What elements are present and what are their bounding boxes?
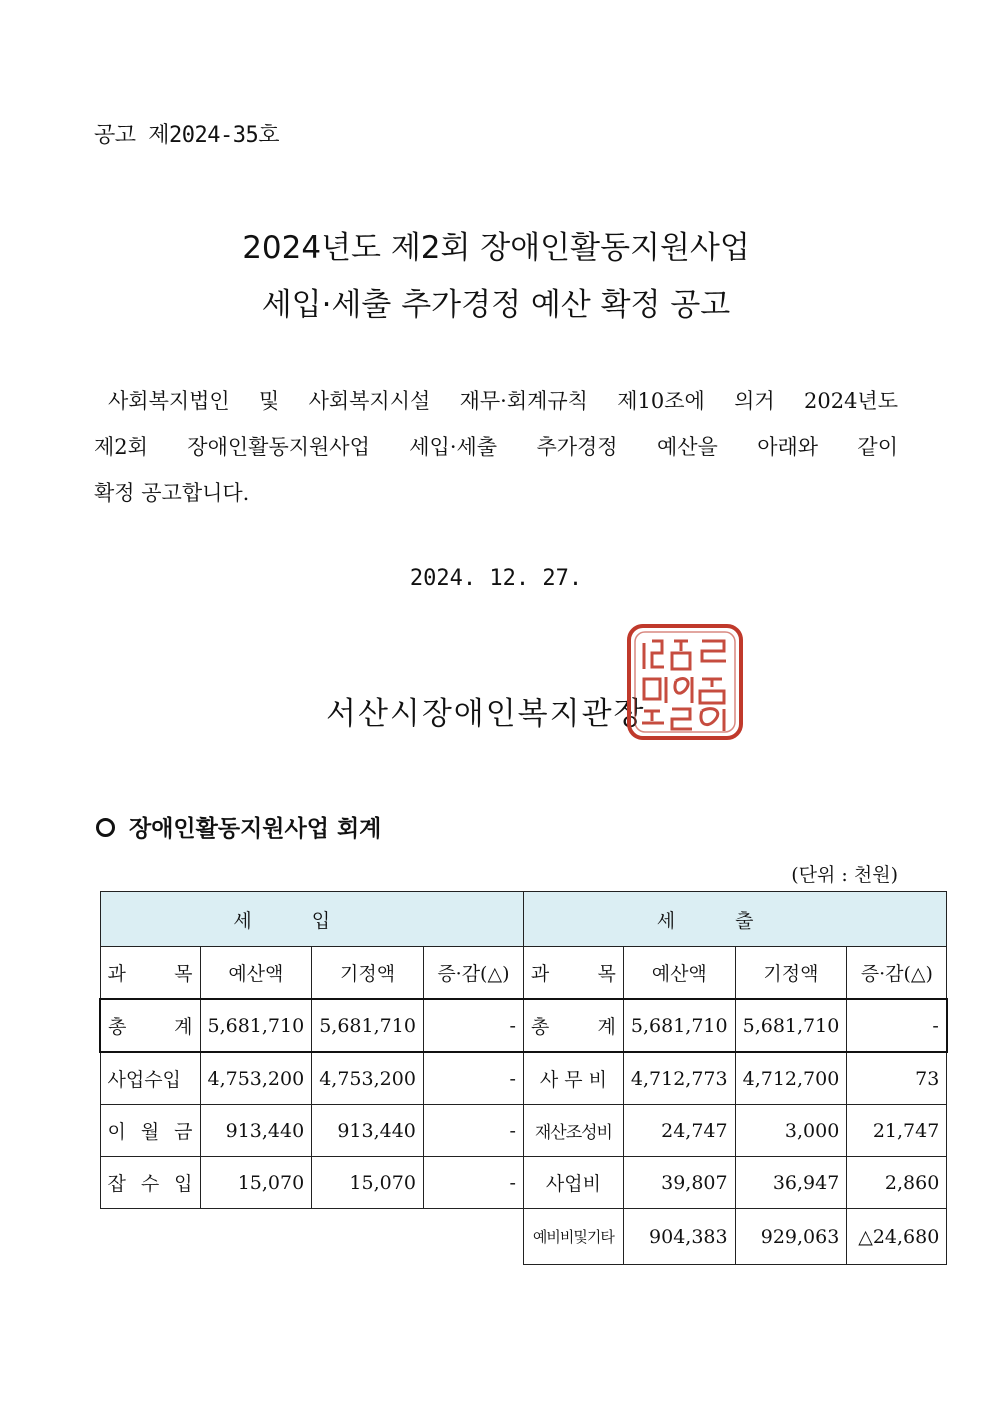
expense-budget: 39,807 [623,1157,735,1209]
table-row-total [100,999,947,1052]
body-line-1 [94,378,898,424]
budget-table [99,891,948,1265]
organization-name: 서산시장애인복지관장 [326,696,646,732]
expense-budget: 4,712,773 [623,1052,735,1105]
table-row [100,1209,947,1265]
expense-subject: 사업비 [523,1157,623,1209]
notice-number: 공고 제2024-35호 [94,123,279,148]
title-line-2: 세입·세출 추가경정 예산 확정 공고 [261,287,731,323]
expense-prior: 3,000 [735,1105,847,1157]
table-row [100,1157,947,1209]
body-line-3: 확정 공고합니다. [94,481,250,505]
expense-change: 21,747 [847,1105,947,1157]
revenue-subject: 잡 수 입 [100,1157,200,1209]
column-header-subject: 과 목 [523,947,623,1000]
unit-label: (단위 : 천원) [791,864,898,886]
expense-change: △24,680 [847,1209,947,1265]
body-line-1-text: 사회복지법인 및 사회복지시설 재무·회계규칙 제10조에 의거 2024년도 [108,389,898,413]
circle-bullet-icon [96,818,115,837]
revenue-subject: 사업수입 [100,1052,200,1105]
revenue-prior: 4,753,200 [312,1052,424,1105]
revenue-header: 세입 [100,892,523,947]
section-heading-text: 장애인활동지원사업 회계 [129,816,382,842]
column-header-budget: 예산액 [200,947,312,1000]
title-line-1: 2024년도 제2회 장애인활동지원사업 [242,230,750,266]
expense-budget: 904,383 [623,1209,735,1265]
expense-prior: 4,712,700 [735,1052,847,1105]
revenue-change: - [423,1157,523,1209]
expense-subject: 예비비및기타 [523,1209,623,1265]
expense-subject: 총 계 [523,999,623,1052]
section-heading [96,810,381,843]
revenue-budget: 4,753,200 [200,1052,312,1105]
revenue-subject: 이 월 금 [100,1105,200,1157]
column-header-prior: 기정액 [735,947,847,1000]
expense-prior: 929,063 [735,1209,847,1265]
expense-change: 2,860 [847,1157,947,1209]
expense-prior: 5,681,710 [735,999,847,1052]
official-seal [626,623,744,741]
column-header-prior: 기정액 [312,947,424,1000]
column-header-change: 증·감(△) [847,947,947,1000]
expense-change: 73 [847,1052,947,1105]
expense-header: 세출 [523,892,946,947]
expense-prior: 36,947 [735,1157,847,1209]
expense-budget: 5,681,710 [623,999,735,1052]
revenue-budget: 913,440 [200,1105,312,1157]
revenue-budget: 15,070 [200,1157,312,1209]
table-column-header-row [100,947,947,1000]
revenue-budget: 5,681,710 [200,999,312,1052]
table-section-header-row [100,892,947,947]
revenue-subject: 총 계 [100,999,200,1052]
notice-date: 2024. 12. 27. [409,566,583,591]
revenue-change: - [423,999,523,1052]
expense-subject: 재산조성비 [523,1105,623,1157]
column-header-subject: 과 목 [100,947,200,1000]
body-line-2: 제2회 장애인활동지원사업 세입·세출 추가경정 예산을 아래와 같이 [94,435,898,459]
column-header-change: 증·감(△) [423,947,523,1000]
revenue-change: - [423,1052,523,1105]
expense-subject: 사 무 비 [523,1052,623,1105]
expense-budget: 24,747 [623,1105,735,1157]
table-row [100,1052,947,1105]
expense-change: - [847,999,947,1052]
revenue-prior: 15,070 [312,1157,424,1209]
revenue-prior: 913,440 [312,1105,424,1157]
revenue-change: - [423,1105,523,1157]
revenue-prior: 5,681,710 [312,999,424,1052]
column-header-budget: 예산액 [623,947,735,1000]
revenue-empty-cell [100,1209,523,1265]
table-row [100,1105,947,1157]
